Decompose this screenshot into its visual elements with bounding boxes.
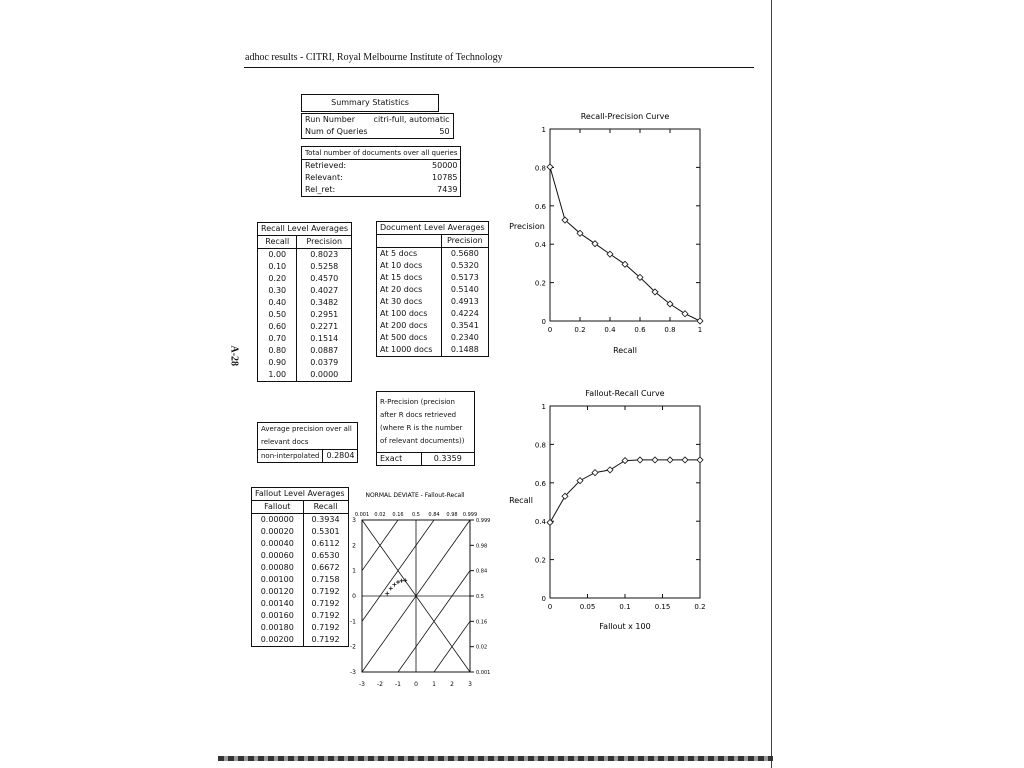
table-row bbox=[377, 284, 489, 296]
right-tick-label: 0.16 bbox=[476, 619, 488, 626]
table-row bbox=[377, 453, 475, 466]
row-value: 0.3541 bbox=[450, 321, 479, 330]
y-tick-label: 1 bbox=[352, 567, 356, 575]
data-point bbox=[400, 579, 404, 583]
header-rule bbox=[244, 67, 754, 68]
row-label: 0.50 bbox=[258, 309, 297, 321]
row-label: At 200 docs bbox=[377, 320, 442, 332]
y-tick-label: 0.6 bbox=[534, 202, 546, 211]
precision-header: Precision bbox=[306, 237, 343, 246]
y-tick-label: 0.6 bbox=[534, 479, 546, 488]
top-tick-label: 0.98 bbox=[446, 512, 458, 518]
row-label: 0.20 bbox=[258, 273, 297, 285]
table-row bbox=[258, 223, 352, 236]
row-value: 0.1488 bbox=[450, 345, 479, 354]
exact-value: 0.3359 bbox=[433, 454, 462, 463]
row-value: 0.6112 bbox=[311, 539, 340, 548]
table-row bbox=[252, 610, 349, 622]
row-label: 0.90 bbox=[258, 357, 297, 369]
x-axis-label: Recall bbox=[613, 346, 637, 355]
table-row bbox=[302, 114, 454, 127]
row-label: 0.00140 bbox=[252, 598, 304, 610]
row-label: 0.00020 bbox=[252, 526, 304, 538]
page-tag: A-28 bbox=[228, 345, 240, 367]
chart-title: Fallout-Recall Curve bbox=[585, 389, 665, 398]
row-value: 0.2340 bbox=[450, 333, 479, 342]
row-value: 0.7192 bbox=[311, 611, 340, 620]
right-tick-label: 0.98 bbox=[476, 543, 488, 550]
table-row bbox=[377, 248, 489, 261]
right-tick-label: 0.5 bbox=[476, 594, 484, 600]
table-row bbox=[258, 261, 352, 273]
top-tick-label: 0.5 bbox=[412, 512, 420, 518]
table-row bbox=[258, 450, 358, 463]
data-point bbox=[652, 457, 658, 463]
row-value: 0.2271 bbox=[310, 322, 339, 331]
doc-table-title: Document Level Averages bbox=[380, 223, 485, 232]
row-value: 0.4224 bbox=[450, 309, 479, 318]
table-row bbox=[258, 357, 352, 369]
row-value: 0.3934 bbox=[311, 515, 340, 524]
row-value: 0.7192 bbox=[311, 587, 340, 596]
table-row bbox=[377, 296, 489, 308]
summary-value: 50 bbox=[439, 127, 450, 136]
table-row bbox=[377, 272, 489, 284]
fallout-recall-chart bbox=[505, 383, 720, 638]
summary-table bbox=[301, 113, 454, 139]
row-value: 0.5301 bbox=[311, 527, 340, 536]
normal-deviate-chart bbox=[340, 485, 500, 695]
row-value: 0.3482 bbox=[310, 298, 339, 307]
row-label: 0.00120 bbox=[252, 586, 304, 598]
row-label: 0.60 bbox=[258, 321, 297, 333]
x-tick-label: 0 bbox=[414, 681, 418, 688]
right-tick-label: 0.84 bbox=[476, 568, 488, 575]
scan-edge-right bbox=[771, 0, 772, 768]
totals-title: Total number of documents over all queries bbox=[305, 149, 458, 157]
x-axis-label: Fallout x 100 bbox=[599, 622, 651, 631]
row-label: At 500 docs bbox=[377, 332, 442, 344]
right-tick-label: 0.02 bbox=[476, 644, 488, 651]
data-point bbox=[389, 586, 393, 590]
table-row bbox=[377, 222, 489, 235]
table-row bbox=[252, 488, 349, 501]
totals-label: Relevant: bbox=[305, 173, 343, 182]
row-value: 0.4027 bbox=[310, 286, 339, 295]
totals-value: 7439 bbox=[437, 185, 458, 194]
data-point bbox=[697, 318, 703, 324]
y-tick-label: 0.4 bbox=[534, 241, 546, 250]
x-tick-label: 2 bbox=[450, 681, 454, 688]
totals-label: Retrieved: bbox=[305, 161, 347, 170]
top-tick-label: 0.999 bbox=[462, 512, 478, 518]
table-row bbox=[258, 273, 352, 285]
table-row bbox=[252, 550, 349, 562]
row-label: 0.70 bbox=[258, 333, 297, 345]
page-header: adhoc results - CITRI, Royal Melbourne Institute of Technology bbox=[245, 52, 503, 63]
row-value: 0.5258 bbox=[310, 262, 339, 271]
row-value: 0.7158 bbox=[311, 575, 340, 584]
fallout-level-table bbox=[251, 487, 349, 647]
row-label: At 20 docs bbox=[377, 284, 442, 296]
table-row bbox=[252, 574, 349, 586]
row-label: 0.00080 bbox=[252, 562, 304, 574]
y-tick-label: 0.2 bbox=[534, 279, 546, 288]
fallout-table-title: Fallout Level Averages bbox=[255, 489, 345, 498]
data-point bbox=[682, 457, 688, 463]
data-point bbox=[637, 457, 643, 463]
table-row bbox=[302, 172, 461, 184]
table-row bbox=[252, 514, 349, 527]
x-tick-label: 0.15 bbox=[654, 603, 671, 611]
x-tick-label: 0 bbox=[547, 326, 553, 334]
y-tick-label: 0 bbox=[541, 595, 546, 603]
y-tick-label: 0 bbox=[541, 318, 546, 326]
x-tick-label: -2 bbox=[377, 681, 383, 688]
y-tick-label: 0.8 bbox=[534, 441, 546, 450]
totals-label: Rel_ret: bbox=[305, 185, 336, 194]
table-row bbox=[252, 501, 349, 514]
avg-precision-label: Average precision over all relevant docs bbox=[261, 425, 352, 446]
right-tick-label: 0.999 bbox=[476, 518, 491, 524]
row-value: 0.0887 bbox=[310, 346, 339, 355]
scan-edge-bottom bbox=[218, 756, 773, 761]
table-row bbox=[302, 184, 461, 197]
table-row bbox=[252, 562, 349, 574]
r-precision-table bbox=[376, 391, 475, 466]
table-row bbox=[252, 586, 349, 598]
row-label: 0.00 bbox=[258, 249, 297, 262]
row-label: 0.00160 bbox=[252, 610, 304, 622]
row-label: 1.00 bbox=[258, 369, 297, 382]
y-axis-label: Recall bbox=[509, 496, 533, 505]
table-row bbox=[252, 526, 349, 538]
summary-label: Num of Queries bbox=[305, 127, 368, 136]
series-line bbox=[550, 167, 700, 321]
table-row bbox=[377, 392, 475, 453]
row-label: 0.40 bbox=[258, 297, 297, 309]
table-row bbox=[258, 333, 352, 345]
row-value: 0.6530 bbox=[311, 551, 340, 560]
data-point bbox=[607, 467, 613, 473]
noninterp-label: non-interpolated bbox=[258, 450, 323, 463]
chart-title: NORMAL DEVIATE - Fallout-Recall bbox=[365, 492, 465, 499]
table-row bbox=[302, 147, 461, 160]
r-precision-text: R-Precision (precision after R docs retrieved (where R is the number of relevant documents)) bbox=[380, 398, 465, 445]
x-tick-label: -1 bbox=[395, 681, 401, 688]
y-tick-label: 1 bbox=[541, 403, 546, 411]
row-label: 0.10 bbox=[258, 261, 297, 273]
row-value: 0.4913 bbox=[450, 297, 479, 306]
series-line bbox=[550, 460, 700, 523]
row-label: At 10 docs bbox=[377, 260, 442, 272]
row-label: At 30 docs bbox=[377, 296, 442, 308]
table-row bbox=[258, 309, 352, 321]
row-label: 0.80 bbox=[258, 345, 297, 357]
row-value: 0.5680 bbox=[450, 249, 479, 258]
x-tick-label: 0.6 bbox=[634, 326, 646, 334]
row-label: 0.00060 bbox=[252, 550, 304, 562]
totals-value: 10785 bbox=[432, 173, 458, 182]
x-tick-label: 0.8 bbox=[664, 326, 676, 334]
row-label: 0.00180 bbox=[252, 622, 304, 634]
table-row bbox=[252, 634, 349, 647]
exact-label: Exact bbox=[377, 453, 422, 466]
row-label: 0.00040 bbox=[252, 538, 304, 550]
top-tick-label: 0.84 bbox=[428, 512, 440, 518]
table-row bbox=[258, 369, 352, 382]
top-tick-label: 0.16 bbox=[392, 512, 404, 518]
x-tick-label: 0.4 bbox=[604, 326, 616, 334]
table-row bbox=[258, 297, 352, 309]
row-label: 0.00100 bbox=[252, 574, 304, 586]
top-tick-label: 0.001 bbox=[354, 512, 370, 518]
row-value: 0.5173 bbox=[450, 273, 479, 282]
data-point bbox=[682, 311, 688, 317]
totals-table bbox=[301, 146, 461, 197]
data-point bbox=[622, 458, 628, 464]
recall-table-title: Recall Level Averages bbox=[261, 224, 349, 233]
summary-value: citri-full, automatic bbox=[373, 115, 450, 124]
y-tick-label: 0 bbox=[352, 593, 356, 600]
table-row bbox=[258, 285, 352, 297]
y-tick-label: -2 bbox=[350, 643, 356, 651]
table-row bbox=[258, 236, 352, 249]
row-value: 0.7192 bbox=[311, 599, 340, 608]
y-tick-label: 3 bbox=[352, 517, 356, 524]
row-label: 0.30 bbox=[258, 285, 297, 297]
data-point bbox=[547, 519, 553, 525]
x-tick-label: 3 bbox=[468, 681, 472, 688]
fallout-header: Fallout bbox=[252, 501, 304, 514]
row-value: 0.7192 bbox=[311, 635, 340, 644]
row-label: 0.00000 bbox=[252, 514, 304, 527]
data-point bbox=[547, 164, 553, 170]
y-tick-label: 1 bbox=[541, 126, 546, 134]
row-label: At 100 docs bbox=[377, 308, 442, 320]
row-value: 0.2951 bbox=[310, 310, 339, 319]
x-tick-label: -3 bbox=[359, 681, 365, 688]
y-tick-label: 0.4 bbox=[534, 518, 546, 527]
recall-header: Recall bbox=[258, 236, 297, 249]
doc-precision-header: Precision bbox=[446, 236, 483, 245]
y-tick-label: 0.2 bbox=[534, 556, 546, 565]
chart-title: Recall-Precision Curve bbox=[580, 112, 670, 121]
row-value: 0.6672 bbox=[311, 563, 340, 572]
right-tick-label: 0.001 bbox=[476, 670, 491, 676]
table-row bbox=[377, 308, 489, 320]
table-row bbox=[252, 538, 349, 550]
y-tick-label: 2 bbox=[352, 542, 356, 550]
row-value: 0.0000 bbox=[310, 370, 339, 379]
plot-frame bbox=[550, 129, 700, 321]
data-point bbox=[592, 241, 598, 247]
row-value: 0.4570 bbox=[310, 274, 339, 283]
x-tick-label: 1 bbox=[432, 681, 436, 688]
data-point bbox=[392, 583, 396, 587]
row-label: At 5 docs bbox=[377, 248, 442, 261]
x-tick-label: 0 bbox=[547, 603, 553, 611]
table-row bbox=[258, 321, 352, 333]
table-row bbox=[377, 332, 489, 344]
recall-level-table bbox=[257, 222, 352, 382]
avg-precision-table bbox=[257, 422, 358, 463]
y-tick-label: -3 bbox=[350, 669, 356, 676]
table-row bbox=[258, 423, 358, 450]
top-tick-label: 0.02 bbox=[374, 512, 386, 518]
table-row bbox=[377, 344, 489, 357]
row-label: At 15 docs bbox=[377, 272, 442, 284]
row-value: 0.7192 bbox=[311, 623, 340, 632]
summary-title-box bbox=[301, 94, 439, 112]
row-value: 0.5140 bbox=[450, 285, 479, 294]
table-row bbox=[252, 622, 349, 634]
x-tick-label: 1 bbox=[697, 326, 703, 334]
fallout-recall-header: Recall bbox=[313, 502, 338, 511]
row-label: 0.00200 bbox=[252, 634, 304, 647]
data-point bbox=[667, 457, 673, 463]
table-row bbox=[252, 598, 349, 610]
row-value: 0.0379 bbox=[310, 358, 339, 367]
data-point bbox=[592, 470, 598, 476]
table-row bbox=[258, 249, 352, 262]
y-tick-label: -1 bbox=[350, 618, 356, 626]
data-point bbox=[396, 580, 400, 584]
x-tick-label: 0.2 bbox=[574, 326, 586, 334]
summary-title: Summary Statistics bbox=[331, 98, 409, 107]
table-row bbox=[302, 126, 454, 139]
row-value: 0.5320 bbox=[450, 261, 479, 270]
summary-label: Run Number bbox=[305, 115, 356, 124]
noninterp-value: 0.2804 bbox=[326, 451, 355, 460]
x-tick-label: 0.05 bbox=[579, 603, 596, 611]
totals-value: 50000 bbox=[432, 161, 458, 170]
x-tick-label: 0.2 bbox=[694, 603, 706, 611]
document-level-table bbox=[376, 221, 489, 357]
recall-precision-chart bbox=[505, 105, 720, 360]
plot-frame bbox=[550, 406, 700, 598]
row-value: 0.8023 bbox=[310, 250, 339, 259]
x-tick-label: 0.1 bbox=[619, 603, 631, 611]
data-point bbox=[697, 457, 703, 463]
table-row bbox=[377, 320, 489, 332]
y-axis-label: Precision bbox=[509, 222, 545, 231]
table-row bbox=[302, 160, 461, 173]
row-value: 0.1514 bbox=[310, 334, 339, 343]
table-row bbox=[258, 345, 352, 357]
table-row bbox=[377, 260, 489, 272]
y-tick-label: 0.8 bbox=[534, 164, 546, 173]
data-point bbox=[385, 591, 389, 595]
row-label: At 1000 docs bbox=[377, 344, 442, 357]
table-row bbox=[377, 235, 489, 248]
